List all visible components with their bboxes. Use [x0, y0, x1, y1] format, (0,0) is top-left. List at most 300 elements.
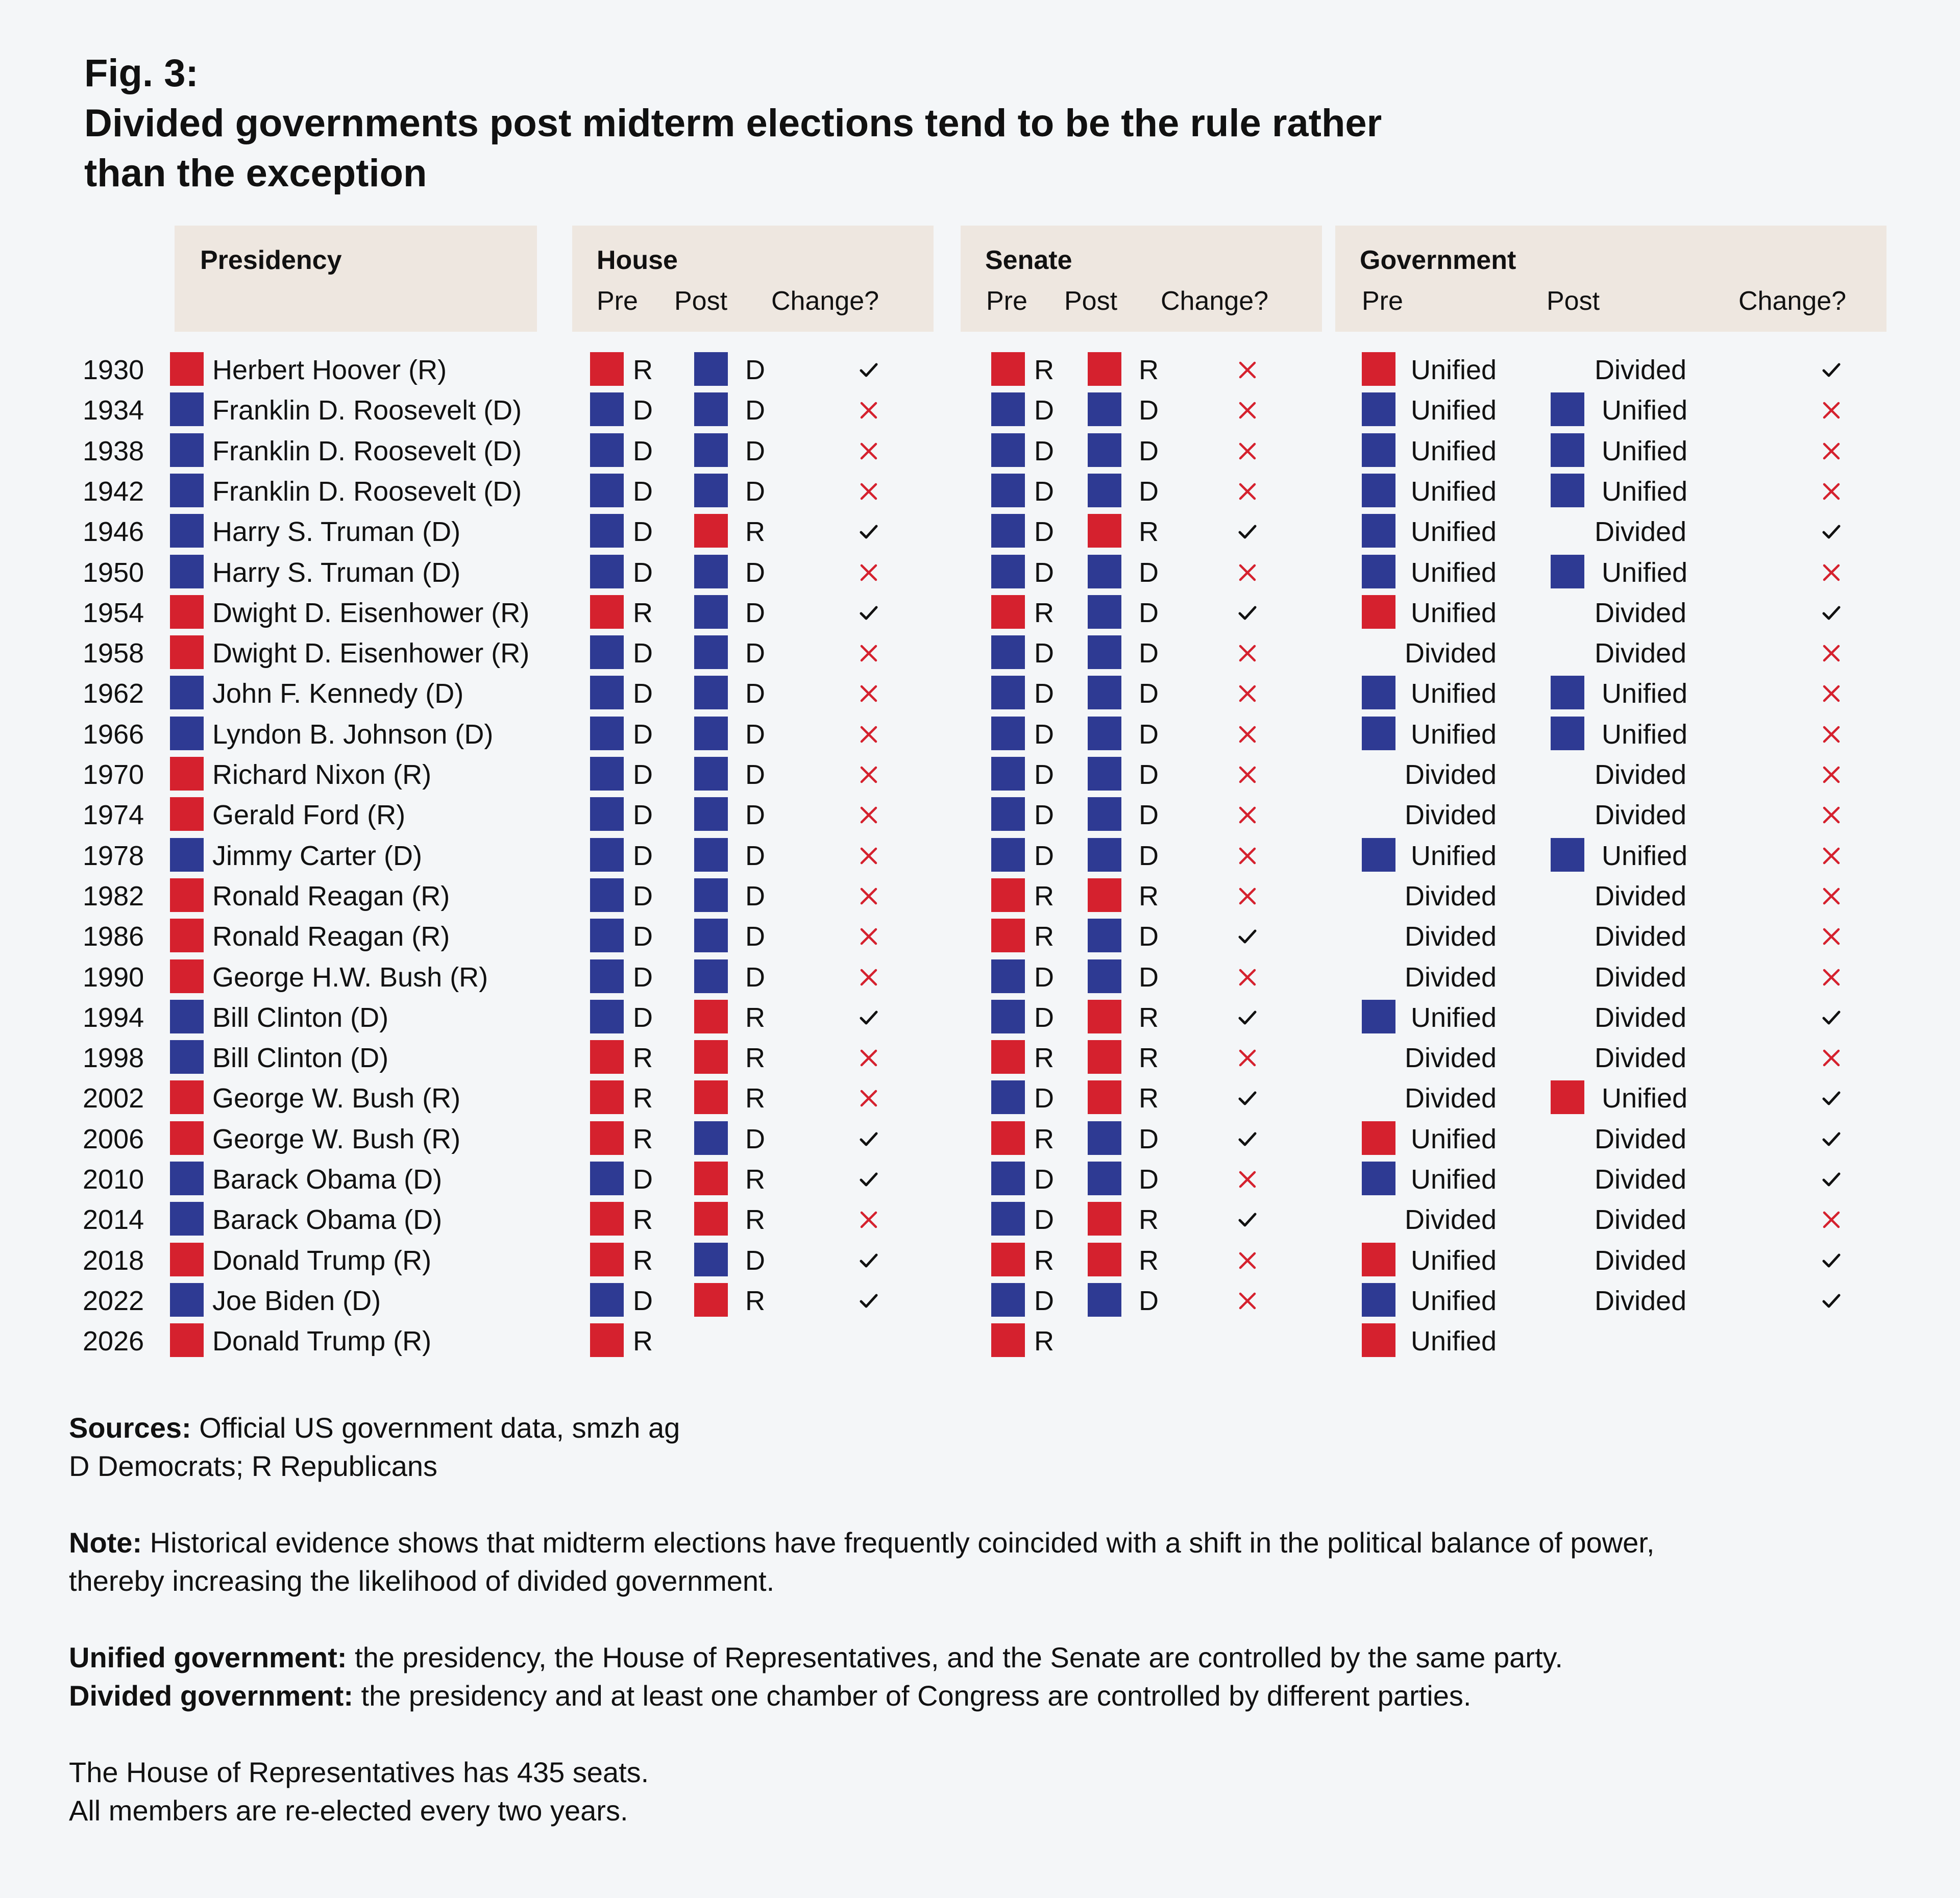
senate-post-label: D	[1139, 597, 1159, 628]
senate-post-square	[1088, 878, 1121, 912]
house-pre-square	[590, 1040, 624, 1074]
government-pre-label: Unified	[1411, 719, 1497, 750]
senate-change-cross-icon	[1236, 1168, 1259, 1191]
president-cell: John F. Kennedy (D)	[212, 678, 464, 709]
senate-pre-square	[991, 1162, 1025, 1195]
table-row	[0, 876, 1960, 917]
government-post-label: Divided	[1595, 516, 1687, 548]
senate-post-label: D	[1139, 719, 1159, 750]
year-cell: 1998	[83, 1043, 144, 1074]
senate-pre-square	[991, 717, 1025, 750]
government-post-label: Divided	[1595, 597, 1687, 628]
house-pre-label: R	[633, 1204, 653, 1236]
house-post-label: D	[745, 921, 765, 952]
table-row	[0, 350, 1960, 390]
house-pre-label: R	[633, 597, 653, 628]
senate-change-cross-icon	[1236, 763, 1259, 786]
header-senate-post: Post	[1064, 286, 1118, 316]
president-cell: Lyndon B. Johnson (D)	[212, 719, 494, 750]
government-change-check-icon	[1820, 1128, 1843, 1150]
year-cell: 1994	[83, 1002, 144, 1033]
government-pre-square	[1362, 1000, 1395, 1033]
year-cell: 1966	[83, 719, 144, 750]
senate-pre-square	[991, 514, 1025, 548]
senate-change-cross-icon	[1236, 1047, 1259, 1069]
senate-post-square	[1088, 797, 1121, 831]
senate-pre-label: R	[1034, 1326, 1054, 1357]
senate-post-label: R	[1139, 516, 1159, 548]
year-cell: 2018	[83, 1245, 144, 1276]
house-pre-square	[590, 1121, 624, 1155]
senate-pre-square	[991, 1323, 1025, 1357]
government-post-label: Divided	[1595, 800, 1687, 831]
government-pre-label: Unified	[1411, 1245, 1497, 1276]
senate-post-label: D	[1139, 638, 1159, 669]
house-pre-label: R	[633, 1245, 653, 1276]
senate-post-square	[1088, 1080, 1121, 1114]
president-party-square	[170, 797, 204, 831]
senate-pre-square	[991, 878, 1025, 912]
year-cell: 2006	[83, 1123, 144, 1154]
house-change-cross-icon	[857, 804, 880, 826]
president-party-square	[170, 1080, 204, 1114]
table-row	[0, 714, 1960, 755]
senate-pre-square	[991, 1040, 1025, 1074]
government-post-label: Unified	[1602, 476, 1688, 507]
government-pre-label: Unified	[1411, 476, 1497, 507]
president-party-square	[170, 595, 204, 629]
senate-change-cross-icon	[1236, 966, 1259, 989]
government-post-label: Unified	[1602, 678, 1688, 709]
house-post-square	[694, 352, 728, 386]
house-post-label: R	[745, 1002, 765, 1033]
senate-change-cross-icon	[1236, 561, 1259, 584]
senate-post-square	[1088, 352, 1121, 386]
house-pre-label: D	[633, 516, 653, 548]
president-cell: Franklin D. Roosevelt (D)	[212, 395, 522, 426]
house-pre-label: D	[633, 921, 653, 952]
government-pre-label: Unified	[1411, 557, 1497, 588]
header-house	[572, 226, 934, 332]
house-pre-label: D	[633, 638, 653, 669]
senate-pre-square	[991, 1202, 1025, 1236]
year-cell: 1982	[83, 880, 144, 911]
president-party-square	[170, 959, 204, 993]
house-change-cross-icon	[857, 845, 880, 867]
house-pre-square	[590, 514, 624, 548]
header-house-post: Post	[674, 286, 728, 316]
house-pre-square	[590, 757, 624, 791]
house-post-label: D	[745, 800, 765, 831]
senate-pre-label: R	[1034, 597, 1054, 628]
government-post-label: Unified	[1602, 1083, 1688, 1114]
senate-pre-square	[991, 959, 1025, 993]
government-change-cross-icon	[1820, 925, 1843, 948]
president-cell: Gerald Ford (R)	[212, 800, 406, 831]
year-cell: 1970	[83, 759, 144, 790]
house-change-check-icon	[857, 1128, 880, 1150]
senate-post-square	[1088, 635, 1121, 669]
president-party-square	[170, 433, 204, 467]
senate-pre-square	[991, 1080, 1025, 1114]
senate-post-square	[1088, 1243, 1121, 1276]
header-presidency	[175, 226, 537, 332]
senate-pre-label: D	[1034, 1204, 1054, 1236]
senate-post-square	[1088, 433, 1121, 467]
senate-change-cross-icon	[1236, 399, 1259, 422]
table-row	[0, 1321, 1960, 1362]
year-cell: 2010	[83, 1164, 144, 1195]
house-post-label: R	[745, 1083, 765, 1114]
house-post-square	[694, 635, 728, 669]
house-change-cross-icon	[857, 763, 880, 786]
house-post-square	[694, 1243, 728, 1276]
house-pre-label: D	[633, 1285, 653, 1316]
senate-post-label: D	[1139, 759, 1159, 790]
senate-pre-square	[991, 757, 1025, 791]
house-pre-square	[590, 797, 624, 831]
senate-pre-label: R	[1034, 921, 1054, 952]
house-pre-square	[590, 959, 624, 993]
year-cell: 2022	[83, 1285, 144, 1316]
senate-post-label: D	[1139, 678, 1159, 709]
senate-pre-label: D	[1034, 678, 1054, 709]
senate-change-check-icon	[1236, 1006, 1259, 1029]
house-pre-label: D	[633, 1002, 653, 1033]
house-post-square	[694, 757, 728, 791]
senate-pre-square	[991, 676, 1025, 709]
year-cell: 1986	[83, 921, 144, 952]
house-post-label: R	[745, 1285, 765, 1316]
government-change-cross-icon	[1820, 682, 1843, 705]
house-post-label: D	[745, 880, 765, 911]
house-post-label: R	[745, 516, 765, 548]
header-government-post: Post	[1547, 286, 1600, 316]
house-post-label: D	[745, 1245, 765, 1276]
house-post-square	[694, 676, 728, 709]
house-post-square	[694, 1283, 728, 1317]
senate-pre-label: R	[1034, 880, 1054, 911]
senate-post-label: D	[1139, 557, 1159, 588]
government-pre-label: Unified	[1411, 1123, 1497, 1154]
house-post-square	[694, 595, 728, 629]
government-change-check-icon	[1820, 602, 1843, 624]
table-row	[0, 1281, 1960, 1321]
government-pre-label: Unified	[1411, 678, 1497, 709]
government-change-cross-icon	[1820, 1047, 1843, 1069]
senate-change-cross-icon	[1236, 885, 1259, 907]
government-pre-label: Divided	[1405, 759, 1497, 790]
government-change-check-icon	[1820, 1006, 1843, 1029]
house-pre-label: D	[633, 719, 653, 750]
header-senate	[961, 226, 1322, 332]
government-pre-square	[1362, 433, 1395, 467]
government-change-cross-icon	[1820, 440, 1843, 462]
government-pre-square	[1362, 717, 1395, 750]
senate-pre-label: D	[1034, 476, 1054, 507]
house-post-label: D	[745, 476, 765, 507]
senate-post-square	[1088, 1040, 1121, 1074]
senate-post-square	[1088, 1202, 1121, 1236]
senate-pre-label: D	[1034, 719, 1054, 750]
senate-post-label: D	[1139, 800, 1159, 831]
table-row	[0, 431, 1960, 472]
table-row	[0, 917, 1960, 957]
house-pre-square	[590, 1323, 624, 1357]
senate-post-square	[1088, 676, 1121, 709]
president-cell: Donald Trump (R)	[212, 1326, 432, 1357]
house-post-square	[694, 514, 728, 548]
house-pre-square	[590, 595, 624, 629]
reelection: All members are re-elected every two years.	[69, 1794, 628, 1827]
government-pre-label: Unified	[1411, 516, 1497, 548]
government-change-cross-icon	[1820, 804, 1843, 826]
house-pre-square	[590, 392, 624, 426]
house-change-cross-icon	[857, 925, 880, 948]
senate-change-cross-icon	[1236, 723, 1259, 746]
note-line: Note: Historical evidence shows that midterm elections have frequently coincided with a shift in the political balance of power,	[69, 1526, 1655, 1559]
government-pre-label: Unified	[1411, 840, 1497, 871]
government-post-label: Divided	[1595, 1204, 1687, 1236]
government-change-check-icon	[1820, 1168, 1843, 1191]
senate-pre-label: R	[1034, 1245, 1054, 1276]
senate-pre-label: D	[1034, 1002, 1054, 1033]
president-party-square	[170, 514, 204, 548]
house-post-label: D	[745, 759, 765, 790]
government-change-check-icon	[1820, 1249, 1843, 1272]
senate-pre-label: D	[1034, 435, 1054, 466]
government-post-square	[1551, 717, 1584, 750]
government-pre-square	[1362, 1121, 1395, 1155]
senate-pre-square	[991, 474, 1025, 507]
senate-pre-label: R	[1034, 355, 1054, 385]
house-pre-label: D	[633, 840, 653, 871]
senate-post-square	[1088, 1121, 1121, 1155]
government-post-square	[1551, 676, 1584, 709]
government-post-label: Divided	[1595, 355, 1687, 385]
house-post-square	[694, 1121, 728, 1155]
senate-pre-label: D	[1034, 1285, 1054, 1316]
house-post-label: D	[745, 355, 765, 385]
senate-post-label: D	[1139, 962, 1159, 993]
house-change-check-icon	[857, 602, 880, 624]
senate-pre-square	[991, 555, 1025, 588]
government-pre-square	[1362, 1162, 1395, 1195]
house-pre-square	[590, 1162, 624, 1195]
president-party-square	[170, 474, 204, 507]
table-row	[0, 755, 1960, 795]
government-post-label: Divided	[1595, 638, 1687, 669]
senate-change-cross-icon	[1236, 642, 1259, 664]
house-pre-square	[590, 838, 624, 872]
senate-change-check-icon	[1236, 1209, 1259, 1231]
table-row	[0, 998, 1960, 1038]
government-change-cross-icon	[1820, 723, 1843, 746]
government-post-square	[1551, 392, 1584, 426]
government-pre-label: Divided	[1405, 1204, 1497, 1236]
house-change-cross-icon	[857, 1087, 880, 1110]
house-change-check-icon	[857, 359, 880, 381]
house-post-label: D	[745, 962, 765, 993]
figure-title	[84, 48, 1382, 199]
header-senate-pre: Pre	[986, 286, 1027, 316]
president-cell: Ronald Reagan (R)	[212, 921, 450, 952]
senate-post-square	[1088, 919, 1121, 952]
senate-pre-label: D	[1034, 1083, 1054, 1114]
government-post-label: Divided	[1595, 921, 1687, 952]
year-cell: 1942	[83, 476, 144, 507]
house-change-check-icon	[857, 1290, 880, 1312]
house-post-square	[694, 392, 728, 426]
senate-post-label: R	[1139, 355, 1159, 385]
senate-post-label: D	[1139, 921, 1159, 952]
president-cell: Jimmy Carter (D)	[212, 840, 422, 871]
government-post-label: Unified	[1602, 435, 1688, 466]
government-pre-label: Unified	[1411, 1164, 1497, 1195]
senate-pre-square	[991, 919, 1025, 952]
senate-pre-label: D	[1034, 557, 1054, 588]
title-line-2: than the exception	[84, 152, 427, 195]
house-pre-label: D	[633, 476, 653, 507]
government-post-label: Unified	[1602, 719, 1688, 750]
president-party-square	[170, 1162, 204, 1195]
house-change-check-icon	[857, 1249, 880, 1272]
government-change-cross-icon	[1820, 763, 1843, 786]
house-post-square	[694, 433, 728, 467]
header-government-label: Government	[1360, 245, 1516, 275]
senate-pre-square	[991, 797, 1025, 831]
president-party-square	[170, 1000, 204, 1033]
government-pre-square	[1362, 1283, 1395, 1317]
header-government-change: Change?	[1738, 286, 1847, 316]
senate-change-cross-icon	[1236, 480, 1259, 503]
note-line-2: thereby increasing the likelihood of divided government.	[69, 1565, 775, 1597]
president-cell: Bill Clinton (D)	[212, 1002, 389, 1033]
government-pre-label: Divided	[1405, 921, 1497, 952]
government-post-label: Divided	[1595, 759, 1687, 790]
senate-post-label: D	[1139, 476, 1159, 507]
senate-post-square	[1088, 838, 1121, 872]
house-post-square	[694, 1040, 728, 1074]
government-pre-square	[1362, 474, 1395, 507]
house-pre-label: D	[633, 759, 653, 790]
senate-change-cross-icon	[1236, 682, 1259, 705]
table-row	[0, 674, 1960, 714]
header-senate-change: Change?	[1161, 286, 1269, 316]
government-pre-label: Unified	[1411, 355, 1497, 385]
house-post-square	[694, 1202, 728, 1236]
senate-pre-label: D	[1034, 759, 1054, 790]
legend-line: D Democrats; R Republicans	[69, 1450, 438, 1482]
table-row	[0, 390, 1960, 431]
government-pre-square	[1362, 352, 1395, 386]
senate-post-square	[1088, 1000, 1121, 1033]
house-pre-square	[590, 635, 624, 669]
house-pre-label: D	[633, 557, 653, 588]
senate-post-square	[1088, 757, 1121, 791]
government-pre-square	[1362, 595, 1395, 629]
header-government	[1335, 226, 1886, 332]
house-change-check-icon	[857, 1168, 880, 1191]
president-cell: Herbert Hoover (R)	[212, 355, 447, 385]
house-change-check-icon	[857, 1006, 880, 1029]
house-pre-label: R	[633, 1043, 653, 1074]
senate-pre-label: R	[1034, 1123, 1054, 1154]
house-pre-square	[590, 717, 624, 750]
house-post-label: D	[745, 638, 765, 669]
house-change-cross-icon	[857, 399, 880, 422]
year-cell: 1938	[83, 435, 144, 466]
senate-post-label: R	[1139, 1083, 1159, 1114]
government-change-cross-icon	[1820, 642, 1843, 664]
government-pre-label: Unified	[1411, 435, 1497, 466]
table-row	[0, 553, 1960, 593]
president-cell: Harry S. Truman (D)	[212, 557, 461, 588]
senate-post-square	[1088, 474, 1121, 507]
government-pre-label: Divided	[1405, 880, 1497, 911]
house-post-label: D	[745, 395, 765, 426]
government-pre-label: Unified	[1411, 597, 1497, 628]
house-pre-label: R	[633, 1326, 653, 1357]
year-cell: 2014	[83, 1204, 144, 1236]
government-post-label: Divided	[1595, 1043, 1687, 1074]
header-presidency-label: Presidency	[200, 245, 342, 275]
government-pre-label: Divided	[1405, 962, 1497, 993]
house-post-label: D	[745, 719, 765, 750]
government-post-square	[1551, 474, 1584, 507]
government-post-label: Divided	[1595, 1002, 1687, 1033]
president-party-square	[170, 838, 204, 872]
government-pre-square	[1362, 1243, 1395, 1276]
president-party-square	[170, 757, 204, 791]
house-post-square	[694, 717, 728, 750]
year-cell: 1990	[83, 962, 144, 993]
government-post-square	[1551, 1080, 1584, 1114]
house-change-cross-icon	[857, 1047, 880, 1069]
government-change-cross-icon	[1820, 399, 1843, 422]
senate-pre-square	[991, 392, 1025, 426]
president-party-square	[170, 1243, 204, 1276]
house-change-cross-icon	[857, 440, 880, 462]
house-pre-label: D	[633, 435, 653, 466]
president-cell: George W. Bush (R)	[212, 1083, 461, 1114]
senate-post-label: R	[1139, 1204, 1159, 1236]
senate-pre-square	[991, 838, 1025, 872]
president-cell: Richard Nixon (R)	[212, 759, 432, 790]
house-change-check-icon	[857, 521, 880, 543]
senate-post-label: D	[1139, 1164, 1159, 1195]
house-pre-square	[590, 1202, 624, 1236]
house-post-label: R	[745, 1204, 765, 1236]
house-post-square	[694, 555, 728, 588]
senate-change-cross-icon	[1236, 1249, 1259, 1272]
house-pre-square	[590, 1243, 624, 1276]
government-post-label: Divided	[1595, 1123, 1687, 1154]
table-row	[0, 1038, 1960, 1078]
house-post-square	[694, 1000, 728, 1033]
header-house-label: House	[597, 245, 678, 275]
house-pre-square	[590, 352, 624, 386]
year-cell: 1946	[83, 516, 144, 548]
house-post-square	[694, 1162, 728, 1195]
house-post-label: D	[745, 678, 765, 709]
president-party-square	[170, 878, 204, 912]
government-pre-label: Unified	[1411, 1285, 1497, 1316]
house-pre-square	[590, 1283, 624, 1317]
president-party-square	[170, 1283, 204, 1317]
president-cell: Franklin D. Roosevelt (D)	[212, 476, 522, 507]
divided-definition: Divided government: the presidency and at least one chamber of Congress are controlled by different parties.	[69, 1680, 1472, 1712]
